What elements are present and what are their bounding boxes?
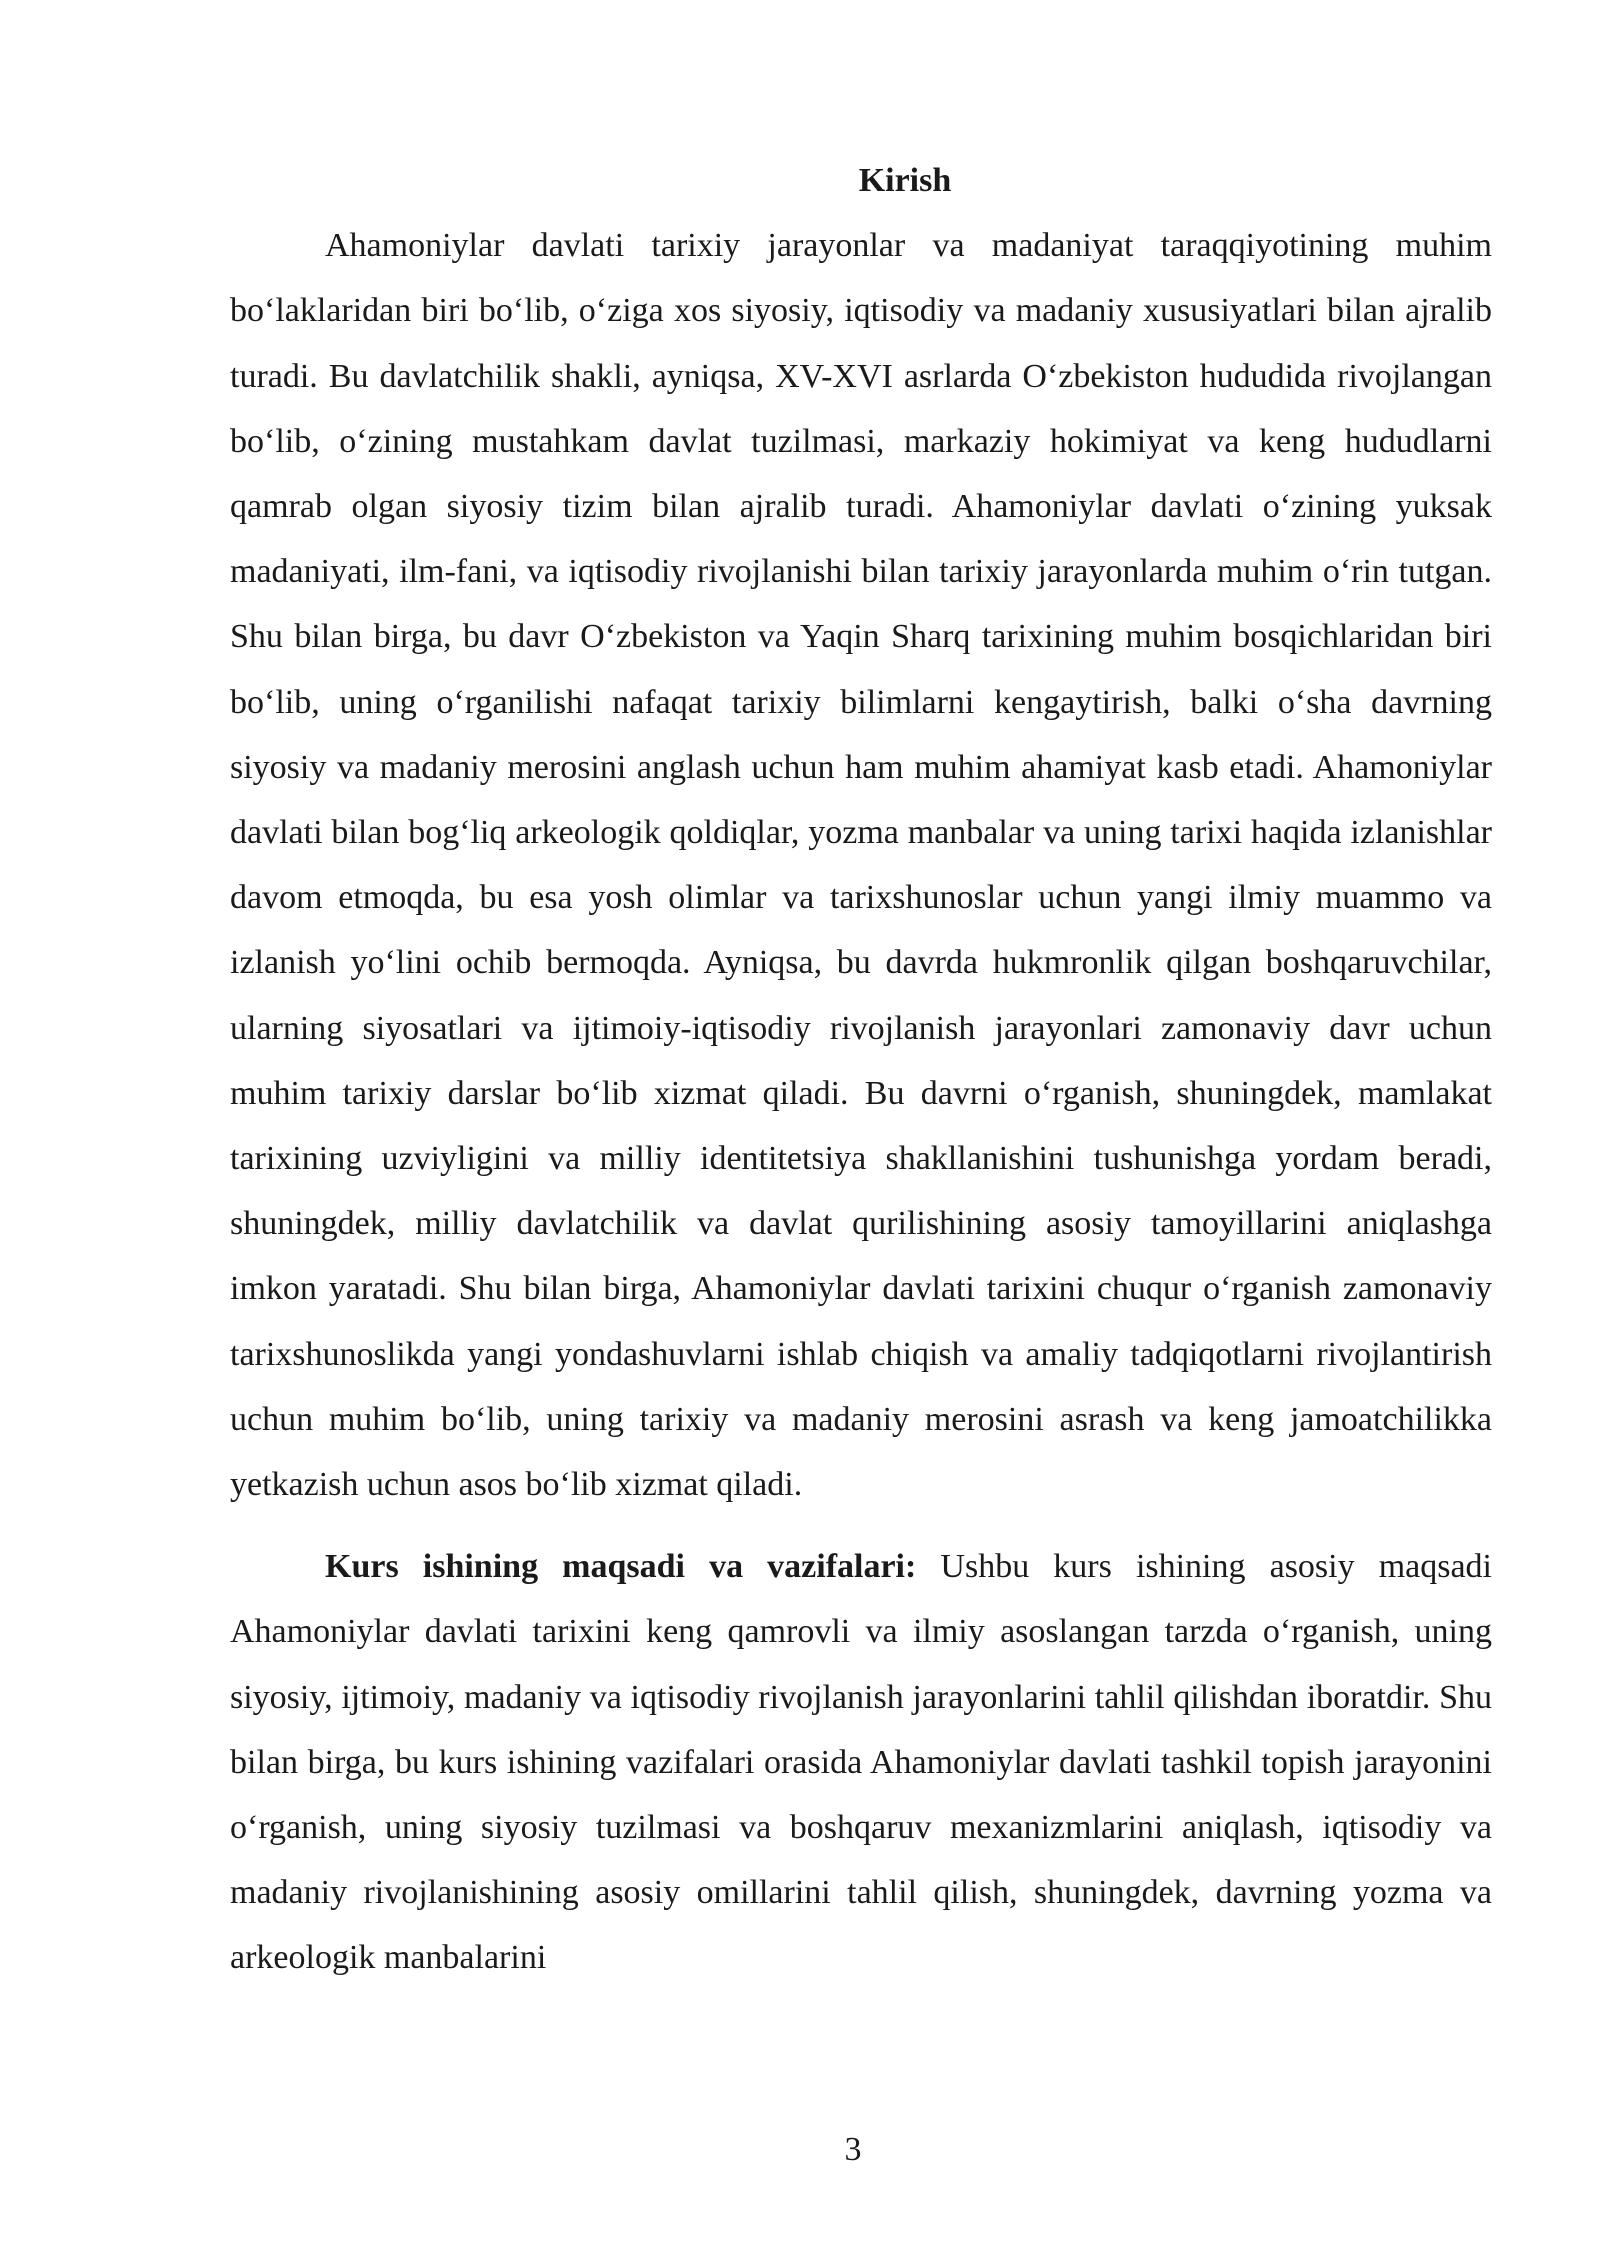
page-content bbox=[230, 148, 1492, 1991]
goals-paragraph bbox=[230, 1534, 1492, 1990]
intro-paragraph-text: Ahamoniylar davlati tarixiy jarayonlar va madaniyat taraqqiyotining muhim bo‘laklaridan biri bo‘lib, o‘ziga xos siyosiy, iqtisodiy va madaniy xususiyatlari bilan ajralib turadi. Bu davlatchilik shakli, ayniqsa, XV-XVI asrlarda O‘zbekiston hududida rivojlangan bo‘lib, o‘zining mustahkam davlat tuzilmasi, markaziy hokimiyat va keng hududlarni qamrab olgan siyosiy tizim bilan ajralib turadi. Ahamoniylar davlati o‘zining yuksak madaniyati, ilm-fani, va iqtisodiy rivojlanishi bilan tarixiy jarayonlarda muhim o‘rin tutgan. Shu bilan birga, bu davr O‘zbekiston va Yaqin Sharq tarixining muhim bosqichlaridan biri bo‘lib, uning o‘rganilishi nafaqat tarixiy bilimlarni kengaytirish, balki o‘sha davrning siyosiy va madaniy merosini anglash uchun ham muhim ahamiyat kasb etadi. Ahamoniylar davlati bilan bog‘liq arkeologik qoldiqlar, yozma manbalar va uning tarixi haqida izlanishlar davom etmoqda, bu esa yosh olimlar va tarixshunoslar uchun yangi ilmiy muammo va izlanish yo‘lini ochib bermoqda. Ayniqsa, bu davrda hukmronlik qilgan boshqaruvchilar, ularning siyosatlari va ijtimoiy-iqtisodiy rivojlanish jarayonlari zamonaviy davr uchun muhim tarixiy darslar bo‘lib xizmat qiladi. Bu davrni o‘rganish, shuningdek, mamlakat tarixining uzviyligini va milliy identitetsiya shakllanishini tushunishga yordam beradi, shuningdek, milliy davlatchilik va davlat qurilishining asosiy tamoyillarini aniqlashga imkon yaratadi. Shu bilan birga, Ahamoniylar davlati tarixini chuqur o‘rganish zamonaviy tarixshunoslikda yangi yondashuvlarni ishlab chiqish va amaliy tadqiqotlarni rivojlantirish uchun muhim bo‘lib, uning tarixiy va madaniy merosini asrash va keng jamoatchilikka yetkazish uchun asos bo‘lib xizmat qiladi. bbox=[230, 227, 1492, 1504]
goals-heading: Kurs ishining maqsadi va vazifalari: bbox=[325, 1548, 917, 1586]
intro-paragraph bbox=[230, 213, 1492, 1517]
goals-paragraph-text: Ushbu kurs ishining asosiy maqsadi Ahamoniylar davlati tarixini keng qamrovli va ilmiy asoslangan tarzda o‘rganish, uning siyosiy, ijtimoiy, madaniy va iqtisodiy rivojlanish jarayonlarini tahlil qilishdan iboratdir. Shu bilan birga, bu kurs ishining vazifalari orasida Ahamoniylar davlati tashkil topish jarayonini o‘rganish, uning siyosiy tuzilmasi va boshqaruv mexanizmlarini aniqlash, iqtisodiy va madaniy rivojlanishining asosiy omillarini tahlil qilish, shuningdek, davrning yozma va arkeologik manbalarini bbox=[230, 1548, 1492, 1977]
page-number: 3 bbox=[844, 2131, 862, 2168]
page-title: Kirish bbox=[858, 162, 952, 199]
